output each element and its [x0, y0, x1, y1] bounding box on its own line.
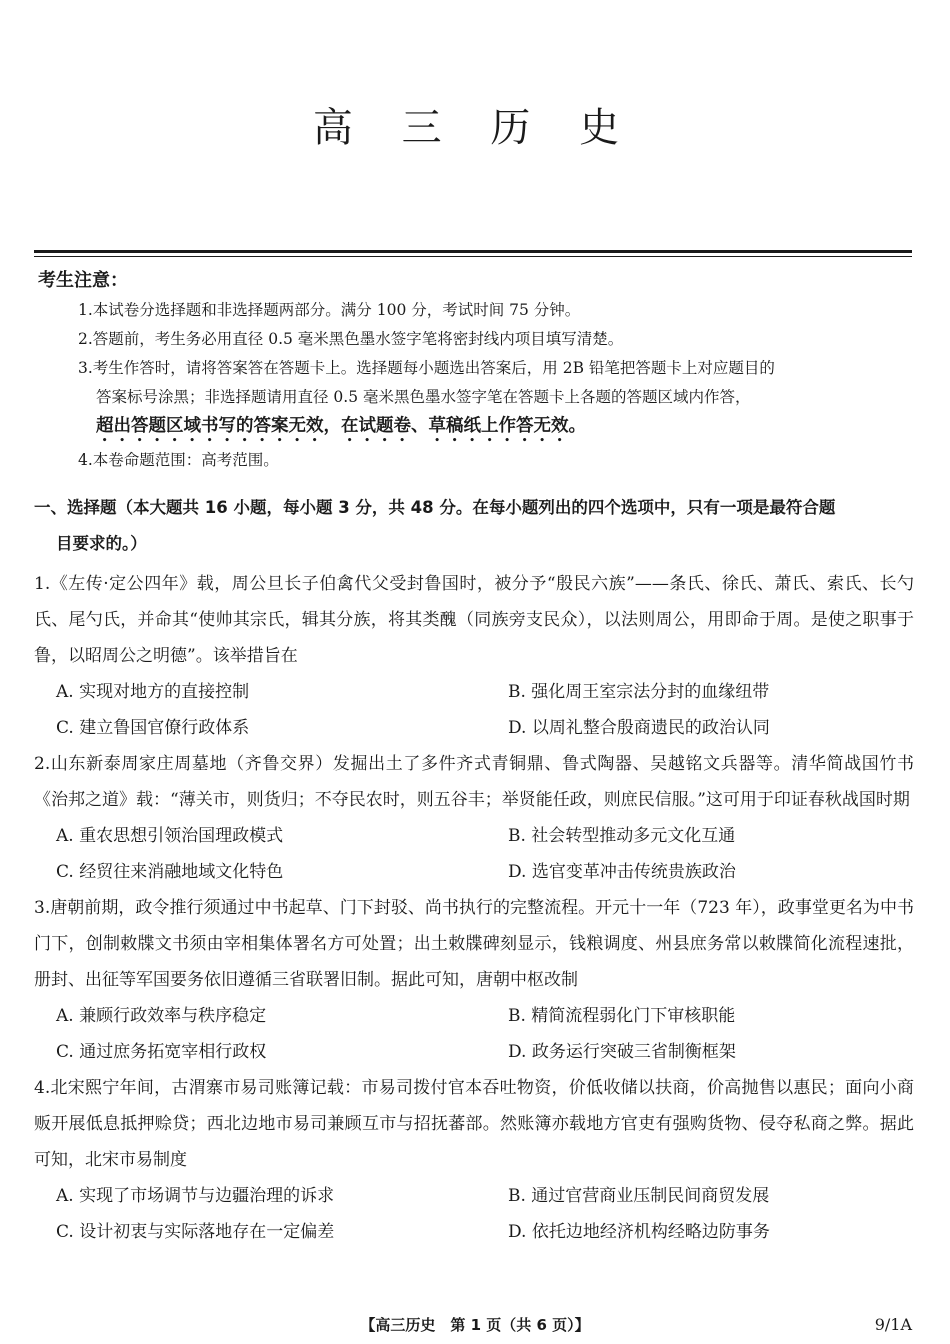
- question-stem: 2.山东新泰周家庄周墓地（齐鲁交界）发掘出土了多件齐式青铜鼎、鲁式陶器、吴越铭文兵器等。清华简战国竹书《治邦之道》载：“薄关市，则货归；不夺民农时，则五谷丰；举贤能任政，则庶民信服。”这可用于印证春秋战国时期: [34, 754, 914, 810]
- section-heading-line1: 一、选择题（本大题共 16 小题，每小题 3 分，共 48 分。在每小题列出的四个选项中，只有一项是最符合题: [34, 498, 836, 517]
- notice-item-3: [38, 354, 918, 446]
- option-a: A. 重农思想引领治国理政模式: [56, 826, 284, 846]
- notice-item-1: 1.本试卷分选择题和非选择题两部分。满分 100 分，考试时间 75 分钟。: [78, 301, 581, 319]
- option-d: D. 依托边地经济机构经略边防事务: [508, 1222, 770, 1242]
- question-list: [34, 566, 914, 1250]
- option-grid: [34, 818, 914, 890]
- exam-title: 高 三 历 史: [312, 105, 638, 151]
- question-stem: 1.《左传·定公四年》载，周公旦长子伯禽代父受封鲁国时，被分予“殷民六族”——条氏、徐氏、萧氏、索氏、长勺氏、尾勺氏，并命其“使帅其宗氏，辑其分族，将其类醜（同族旁支民众），以法则周公，用即命于周。是使之职事于鲁，以昭周公之明德”。该举措旨在: [34, 574, 914, 666]
- option-b: B. 社会转型推动多元文化互通: [508, 826, 736, 846]
- option-b: B. 通过官营商业压制民间商贸发展: [508, 1186, 770, 1206]
- footer-code: 9/1A: [874, 1315, 912, 1334]
- option-grid: [34, 674, 914, 746]
- notice-heading: 考生注意：: [38, 270, 128, 291]
- option-b: B. 精简流程弱化门下审核职能: [508, 1006, 736, 1026]
- notice-item-3-line2: 答案标号涂黑；非选择题请用直径 0.5 毫米黑色墨水签字笔在答题卡上各题的答题区域内作答，: [96, 388, 751, 406]
- option-a: A. 实现了市场调节与边疆治理的诉求: [56, 1186, 335, 1206]
- question-stem: 4.北宋熙宁年间，古渭寨市易司账簿记载：市易司拨付官本吞吐物资，价低收储以扶商，价高抛售以惠民；面向小商贩开展低息抵押赊贷；西北边地市易司兼顾互市与招抚蕃部。然账簿亦载地方官吏有强购货物、侵夺私商之弊。据此可知，北宋市易制度: [34, 1078, 914, 1170]
- page-footer: [0, 1312, 950, 1338]
- option-a: A. 实现对地方的直接控制: [56, 682, 250, 702]
- candidate-notice: [38, 266, 918, 475]
- question-1: [34, 566, 914, 746]
- section-heading: [34, 490, 914, 562]
- question-4: [34, 1070, 914, 1250]
- section-heading-line2: 目要求的。）: [56, 534, 147, 553]
- option-a: A. 兼顾行政效率与秩序稳定: [56, 1006, 267, 1026]
- option-c: C. 通过庶务拓宽宰相行政权: [56, 1042, 267, 1062]
- option-c: C. 建立鲁国官僚行政体系: [56, 718, 250, 738]
- footer-page-info: 【高三历史 第 1 页（共 6 页）】: [360, 1316, 590, 1334]
- option-d: D. 以周礼整合殷商遗民的政治认同: [508, 718, 770, 738]
- option-d: D. 政务运行突破三省制衡框架: [508, 1042, 736, 1062]
- header-rule-thin: [34, 256, 912, 257]
- question-stem: 3.唐朝前期，政令推行须通过中书起草、门下封驳、尚书执行的完整流程。开元十一年（723 年），政事堂更名为中书门下，创制敕牒文书须由宰相集体署名方可处置；出土敕牒碑刻显示，钱粮调度、州县庶务常以敕牒简化流程速批，册封、出征等军国要务依旧遵循三省联署旧制。据此可知，唐朝中枢改制: [34, 898, 914, 990]
- option-grid: [34, 998, 914, 1070]
- option-c: C. 设计初衷与实际落地存在一定偏差: [56, 1222, 335, 1242]
- question-2: [34, 746, 914, 890]
- option-b: B. 强化周王室宗法分封的血缘纽带: [508, 682, 770, 702]
- question-3: [34, 890, 914, 1070]
- option-d: D. 选官变革冲击传统贵族政治: [508, 862, 736, 882]
- notice-item-2: 2.答题前，考生务必用直径 0.5 毫米黑色墨水签字笔将密封线内项目填写清楚。: [78, 330, 624, 348]
- notice-item-3-line1: 3.考生作答时，请将答案答在答题卡上。选择题每小题选出答案后，用 2B 铅笔把答题卡上对应题目的: [78, 359, 775, 377]
- option-grid: [34, 1178, 914, 1250]
- notice-item-4: 4.本卷命题范围：高考范围。: [78, 451, 279, 469]
- option-c: C. 经贸往来消融地域文化特色: [56, 862, 284, 882]
- notice-item-3-emphasis: 超出答题区域书写的答案无效，在试题卷、草稿纸上作答无效。: [96, 416, 586, 436]
- header-rule-thick: [34, 250, 912, 253]
